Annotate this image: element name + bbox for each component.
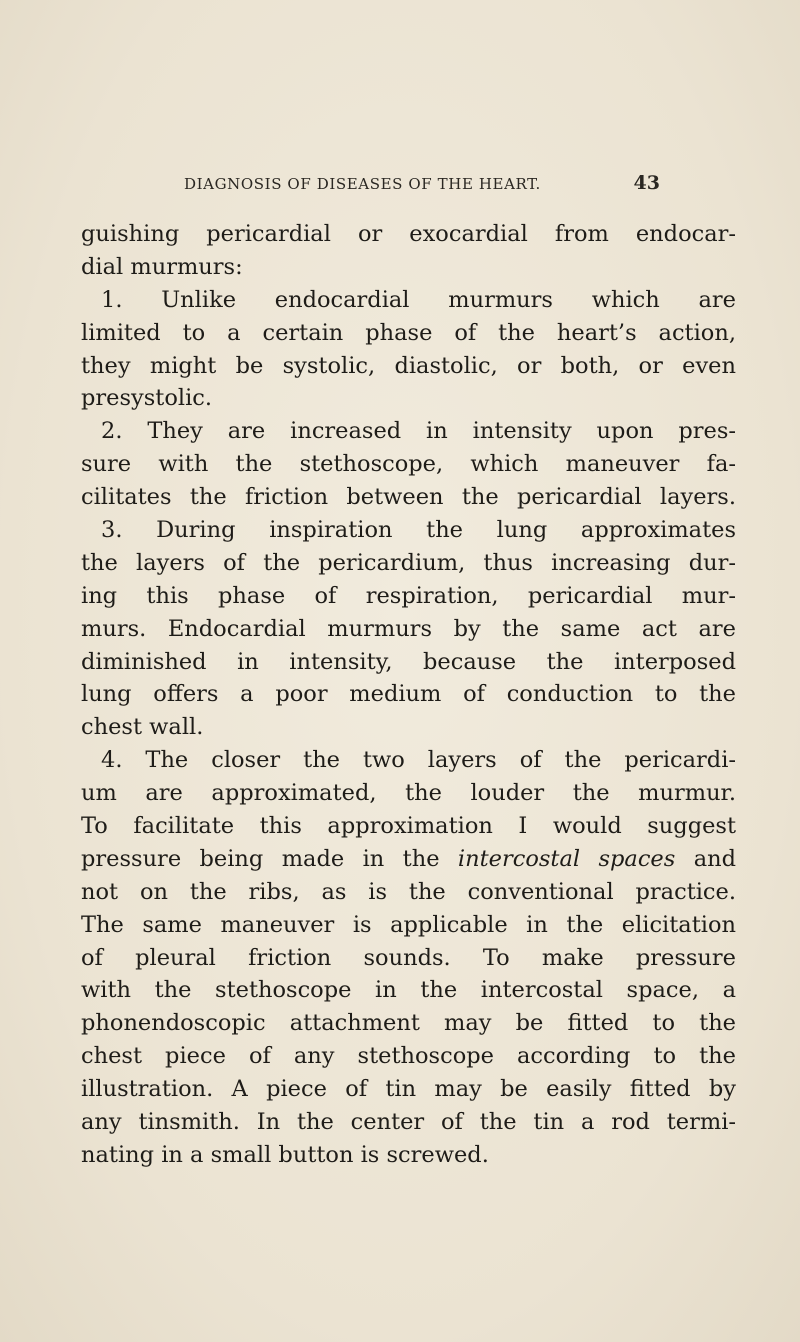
text-segment: pressure being made in the: [81, 845, 458, 872]
numbered-point-4: 4. The closer the two layers of the pericardi-: [101, 747, 736, 774]
text-line: illustration. A piece of tin may be easily fitted by: [81, 1076, 736, 1103]
text-line: diminished in intensity, because the interposed: [81, 648, 736, 675]
text-line: guishing pericardial or exocardial from endocar-: [81, 221, 736, 247]
text-line: nating in a small button is screwed.: [81, 1141, 489, 1168]
numbered-point-2: 2. They are increased in intensity upon pres-: [101, 418, 736, 445]
text-line: um are approximated, the louder the murmur.: [81, 780, 736, 807]
text-line: cilitates the friction between the pericardial layers.: [81, 484, 736, 511]
text-line: not on the ribs, as is the conventional practice.: [81, 878, 736, 905]
text-line: limited to a certain phase of the heart’s action,: [81, 319, 736, 346]
text-line-with-italic: [81, 843, 736, 876]
text-line: presystolic.: [81, 385, 213, 412]
text-line: with the stethoscope in the intercostal space, a: [81, 977, 736, 1004]
text-line: sure with the stethoscope, which maneuver fa-: [81, 451, 736, 478]
text-line: the layers of the pericardium, thus increasing dur-: [81, 549, 736, 576]
text-line: they might be systolic, diastolic, or both, or even: [81, 352, 736, 379]
text-segment: and: [675, 845, 736, 872]
text-line: chest wall.: [81, 714, 204, 741]
numbered-point-3: 3. During inspiration the lung approximates: [101, 517, 736, 544]
text-line: dial murmurs:: [81, 253, 243, 280]
italic-phrase: intercostal spaces: [457, 845, 676, 872]
text-line: chest piece of any stethoscope according to the: [81, 1043, 736, 1070]
text-line: lung offers a poor medium of conduction to the: [81, 681, 736, 708]
text-line: of pleural friction sounds. To make pressure: [81, 944, 736, 971]
text-line: To facilitate this approximation I would suggest: [81, 813, 736, 840]
text-line: phonendoscopic attachment may be fitted to the: [81, 1010, 736, 1037]
text-line: any tinsmith. In the center of the tin a rod termi-: [81, 1109, 736, 1136]
body-text: [81, 218, 736, 1172]
text-line: murs. Endocardial murmurs by the same act are: [81, 615, 736, 642]
text-line: The same maneuver is applicable in the elicitation: [81, 911, 736, 938]
numbered-point-1: 1. Unlike endocardial murmurs which are: [101, 286, 736, 313]
running-title: DIAGNOSIS OF DISEASES OF THE HEART.: [184, 175, 541, 193]
page-header: [184, 172, 660, 197]
page-number: 43: [633, 172, 660, 194]
text-line: ing this phase of respiration, pericardial mur-: [81, 582, 736, 609]
